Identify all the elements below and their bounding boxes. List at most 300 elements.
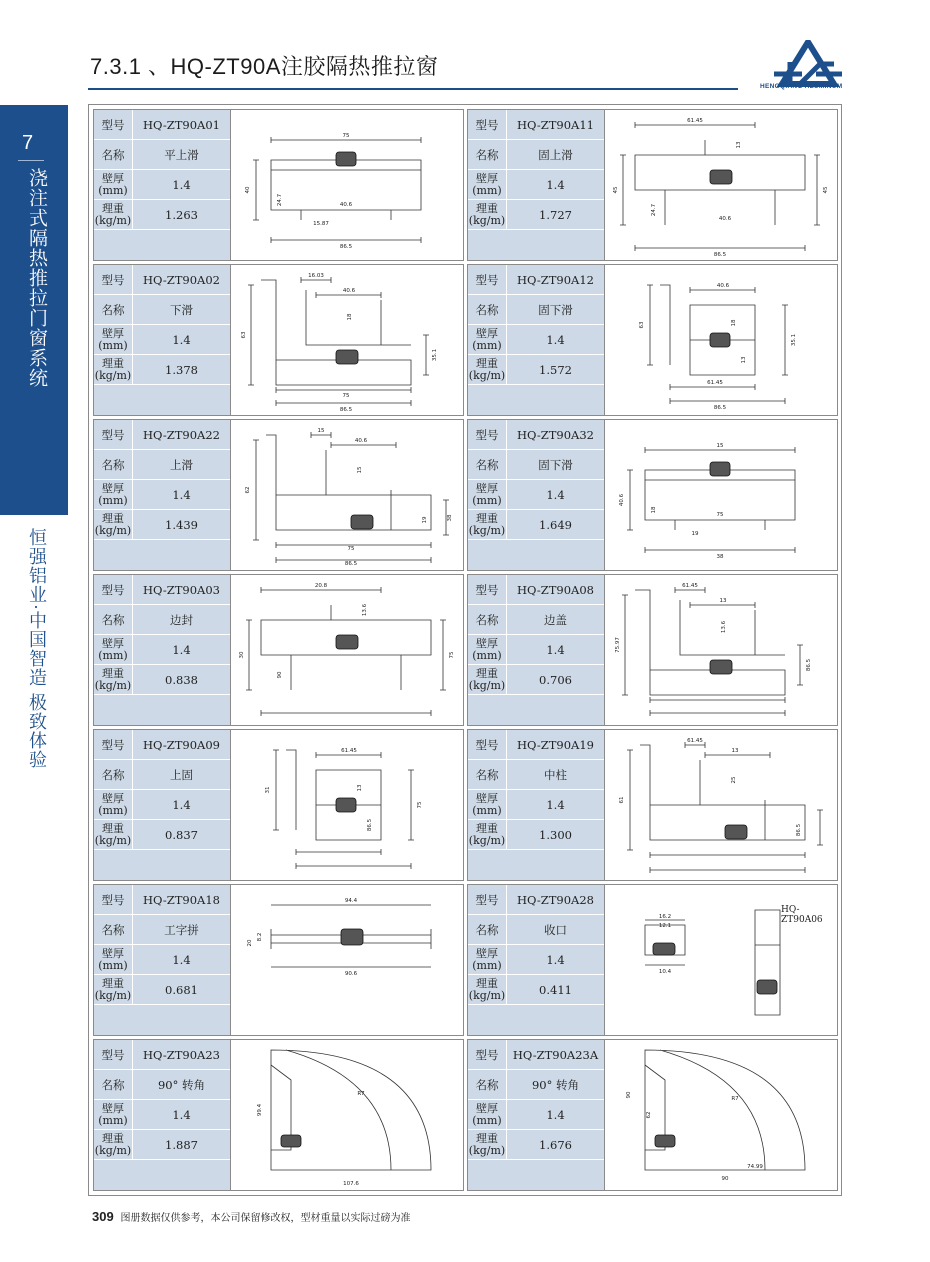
profile-card (467, 419, 838, 571)
profile-section-drawing (253, 137, 421, 243)
profile-drawing-panel (604, 1040, 837, 1190)
weight-row-label: 理重 (kg/m) (94, 822, 132, 847)
name-row-value: 中柱 (506, 760, 604, 790)
weight-row (94, 665, 230, 695)
model-row-value: HQ-ZT90A02 (132, 265, 230, 295)
weight-row-label: 理重 (kg/m) (94, 202, 132, 227)
thickness-row-label: 壁厚 (mm) (98, 947, 128, 972)
thermal-break-icon (710, 660, 732, 674)
profile-card (467, 574, 838, 726)
model-row (94, 885, 230, 915)
dim-label: 13.6 (721, 620, 727, 634)
thermal-break-icon (351, 515, 373, 529)
name-row (94, 295, 230, 325)
weight-row-value: 1.378 (132, 355, 230, 385)
model-row (468, 885, 604, 915)
dim-label: 19 (422, 516, 428, 524)
name-row-label: 名称 (101, 1078, 125, 1092)
name-row-label: 名称 (101, 768, 125, 782)
profile-drawing-panel (230, 575, 463, 725)
dim-label: 90.6 (344, 971, 358, 977)
weight-row-label: 理重 (kg/m) (468, 977, 506, 1002)
page-footer (92, 1209, 410, 1224)
page-number: 309 (92, 1209, 114, 1224)
dim-label: 90 (277, 671, 283, 679)
thickness-row-value: 1.4 (132, 945, 230, 975)
profile-section-drawing (647, 285, 788, 404)
profile-spec-table (468, 420, 604, 570)
profile-section-drawing (627, 742, 823, 873)
dim-label: 74.99 (747, 1164, 763, 1170)
thickness-row (94, 1100, 230, 1130)
thickness-row-label: 壁厚 (mm) (472, 947, 502, 972)
model-row-label: 型号 (475, 893, 499, 907)
chapter-title: 浇注式隔热推拉门窗系统 (26, 168, 47, 388)
weight-row (468, 1130, 604, 1160)
thermal-break-icon (710, 333, 730, 347)
weight-row (468, 665, 604, 695)
dim-label: 75 (342, 133, 350, 139)
model-row (94, 110, 230, 140)
weight-row (94, 1130, 230, 1160)
dim-label: 40.6 (718, 216, 732, 222)
thickness-row-value: 1.4 (132, 635, 230, 665)
weight-row (468, 510, 604, 540)
dim-label: 38 (716, 554, 724, 560)
name-row-value: 边封 (132, 605, 230, 635)
chapter-divider (18, 160, 44, 161)
thickness-row-value: 1.4 (132, 1100, 230, 1130)
dim-label: 19 (691, 531, 699, 537)
profile-cross-section (605, 420, 838, 570)
name-row (94, 915, 230, 945)
weight-row (94, 820, 230, 850)
model-row (94, 730, 230, 760)
model-row-label: 型号 (101, 893, 125, 907)
dim-label: 25 (731, 776, 737, 784)
weight-row-label: 理重 (kg/m) (468, 512, 506, 537)
title-rule (88, 88, 738, 90)
dim-label: 45 (613, 186, 619, 194)
dim-label: R7 (357, 1091, 365, 1097)
profile-section-drawing (622, 587, 803, 716)
thickness-row (94, 170, 230, 200)
profile-spec-table (468, 885, 604, 1035)
name-row-label: 名称 (475, 1078, 499, 1092)
model-row-label: 型号 (475, 738, 499, 752)
profile-drawing-panel (230, 1040, 463, 1190)
profile-cross-section (231, 575, 464, 725)
profile-cross-section (231, 885, 464, 1035)
dim-label: 107.6 (343, 1181, 359, 1187)
thermal-break-icon (757, 980, 777, 994)
model-row-value: HQ-ZT90A01 (132, 110, 230, 140)
name-row-label: 名称 (101, 303, 125, 317)
profile-spec-table (468, 1040, 604, 1190)
thickness-row-label: 壁厚 (mm) (472, 792, 502, 817)
dim-label: 75 (716, 512, 724, 518)
profile-cross-section (605, 265, 838, 415)
thickness-row-value: 1.4 (132, 480, 230, 510)
dim-label: 16.03 (308, 273, 324, 279)
weight-row (94, 510, 230, 540)
thickness-row-value: 1.4 (132, 790, 230, 820)
thickness-row-value: 1.4 (506, 945, 604, 975)
model-row-value: HQ-ZT90A09 (132, 730, 230, 760)
model-row-value: HQ-ZT90A22 (132, 420, 230, 450)
dim-label: 75 (417, 801, 423, 809)
profile-drawing-panel (604, 420, 837, 570)
model-row (468, 420, 604, 450)
dim-label: 94.4 (344, 898, 358, 904)
weight-row (468, 200, 604, 230)
thermal-break-icon (336, 350, 358, 364)
name-row-label: 名称 (101, 613, 125, 627)
dim-label: 90 (626, 1091, 632, 1099)
dim-label: 24.7 (651, 203, 657, 217)
name-row-value: 上固 (132, 760, 230, 790)
weight-row-value: 1.300 (506, 820, 604, 850)
dim-label: 18 (347, 313, 353, 321)
profile-card (93, 1039, 464, 1191)
model-row (94, 1040, 230, 1070)
weight-row-label: 理重 (kg/m) (94, 357, 132, 382)
profile-section-drawing (246, 587, 446, 716)
name-row-label: 名称 (101, 148, 125, 162)
dim-label: 86.5 (713, 252, 727, 258)
model-row-label: 型号 (101, 1048, 125, 1062)
thickness-row-label: 壁厚 (mm) (98, 172, 128, 197)
weight-row-label: 理重 (kg/m) (468, 1132, 506, 1157)
name-row (94, 1070, 230, 1100)
weight-row-value: 1.649 (506, 510, 604, 540)
dim-label: 75 (449, 651, 455, 659)
dim-label: 20.8 (314, 583, 328, 589)
profile-spec-table (94, 575, 230, 725)
thickness-row (94, 325, 230, 355)
dim-label: R7 (731, 1096, 739, 1102)
thermal-break-icon (653, 943, 675, 955)
profile-spec-table (468, 575, 604, 725)
profile-cross-section (605, 575, 838, 725)
weight-row-label: 理重 (kg/m) (94, 667, 132, 692)
name-row (468, 915, 604, 945)
name-row-label: 名称 (101, 923, 125, 937)
dim-label: 40 (245, 186, 251, 194)
dim-label: 45 (823, 186, 829, 194)
dim-label: 35.1 (791, 333, 797, 347)
dim-label: 38 (447, 514, 453, 522)
model-row-label: 型号 (101, 428, 125, 442)
name-row-value: 固下滑 (506, 450, 604, 480)
dim-label: 20 (247, 939, 253, 947)
profile-cross-section (605, 1040, 838, 1190)
thermal-break-icon (725, 825, 747, 839)
name-row (468, 1070, 604, 1100)
weight-row-label: 理重 (kg/m) (94, 512, 132, 537)
thickness-row (468, 790, 604, 820)
dim-label: 75.97 (615, 637, 621, 653)
weight-row-label: 理重 (kg/m) (468, 357, 506, 382)
weight-row-value: 0.681 (132, 975, 230, 1005)
dim-label: 40.6 (339, 202, 353, 208)
model-row-value: HQ-ZT90A12 (506, 265, 604, 295)
dim-label: 15 (716, 443, 724, 449)
profile-section-drawing (271, 905, 431, 967)
model-row-value: HQ-ZT90A03 (132, 575, 230, 605)
model-row-value: HQ-ZT90A11 (506, 110, 604, 140)
thickness-row-value: 1.4 (506, 635, 604, 665)
dim-label: 35.1 (432, 348, 438, 362)
profile-drawing-panel (230, 885, 463, 1035)
thickness-row-label: 壁厚 (mm) (472, 327, 502, 352)
profile-card (93, 264, 464, 416)
profile-cross-section (231, 420, 464, 570)
dim-label: 61.45 (341, 748, 357, 754)
profile-spec-table (94, 730, 230, 880)
thickness-row-label: 壁厚 (mm) (98, 792, 128, 817)
dim-label: 15.87 (313, 221, 329, 227)
name-row (94, 450, 230, 480)
dim-label: 63 (639, 321, 645, 329)
thermal-break-icon (336, 152, 356, 166)
model-row-label: 型号 (101, 118, 125, 132)
model-row (468, 575, 604, 605)
profile-card (93, 884, 464, 1036)
name-row-label: 名称 (101, 458, 125, 472)
weight-row-value: 1.572 (506, 355, 604, 385)
thickness-row-value: 1.4 (132, 325, 230, 355)
weight-row (94, 200, 230, 230)
name-row (468, 605, 604, 635)
name-row (94, 140, 230, 170)
profile-drawing-panel (230, 420, 463, 570)
thermal-break-icon (336, 635, 358, 649)
dim-label: 61.45 (707, 380, 723, 386)
profile-cross-section (231, 110, 464, 260)
profile-card (467, 264, 838, 416)
model-row-value: HQ-ZT90A28 (506, 885, 604, 915)
brand-slogan: 恒强铝业·中国智造 极致体验 (27, 528, 47, 769)
name-row-value: 边盖 (506, 605, 604, 635)
model-row (94, 265, 230, 295)
dim-label: 18 (651, 506, 657, 514)
model-row-label: 型号 (101, 583, 125, 597)
profile-section-drawing (248, 277, 429, 406)
profile-section-drawing (271, 1050, 431, 1170)
thickness-row-value: 1.4 (506, 170, 604, 200)
profile-spec-table (468, 730, 604, 880)
name-row (468, 295, 604, 325)
thickness-row (468, 325, 604, 355)
weight-row-value: 0.411 (506, 975, 604, 1005)
model-row-value: HQ-ZT90A23A (506, 1040, 604, 1070)
dim-label: 31 (265, 786, 271, 794)
model-row-label: 型号 (475, 428, 499, 442)
profile-spec-table (94, 1040, 230, 1190)
profile-section-drawing (627, 447, 795, 553)
thickness-row (468, 1100, 604, 1130)
model-row (94, 575, 230, 605)
thickness-row (94, 635, 230, 665)
weight-row-value: 1.887 (132, 1130, 230, 1160)
thickness-row (468, 635, 604, 665)
weight-row-label: 理重 (kg/m) (94, 1132, 132, 1157)
name-row-value: 固上滑 (506, 140, 604, 170)
weight-row (468, 355, 604, 385)
dim-label: 63 (241, 331, 247, 339)
weight-row-label: 理重 (kg/m) (468, 202, 506, 227)
profile-card (467, 1039, 838, 1191)
profile-spec-table (94, 885, 230, 1035)
dim-label: 75 (347, 546, 355, 552)
dim-label: 15 (357, 466, 363, 474)
name-row-label: 名称 (475, 768, 499, 782)
dim-label: 30 (239, 651, 245, 659)
weight-row-label: 理重 (kg/m) (468, 667, 506, 692)
dim-label: 15 (317, 428, 325, 434)
model-row-value: HQ-ZT90A08 (506, 575, 604, 605)
name-row-label: 名称 (475, 303, 499, 317)
name-row-value: 工字拼 (132, 915, 230, 945)
name-row (94, 760, 230, 790)
name-row (468, 450, 604, 480)
thickness-row (468, 945, 604, 975)
weight-row-value: 1.727 (506, 200, 604, 230)
profile-drawing-panel (230, 730, 463, 880)
profile-cross-section (231, 730, 464, 880)
profile-drawing-panel (604, 110, 837, 260)
profile-drawing-panel (604, 265, 837, 415)
thermal-break-icon (336, 798, 356, 812)
profile-drawing-panel (604, 575, 837, 725)
profile-section-drawing (645, 1050, 805, 1170)
model-row (94, 420, 230, 450)
model-row-value: HQ-ZT90A32 (506, 420, 604, 450)
dim-label: 61.45 (687, 738, 703, 744)
dim-label: 62 (646, 1111, 652, 1119)
dim-label: 13 (719, 598, 727, 604)
dim-label: 13.6 (362, 603, 368, 617)
name-row-value: 收口 (506, 915, 604, 945)
dim-label: 99.4 (257, 1103, 263, 1117)
chapter-number: 7 (22, 132, 34, 154)
thickness-row (94, 790, 230, 820)
dim-label: 13 (736, 141, 742, 149)
dim-label: 86.5 (339, 244, 353, 250)
weight-row-value: 0.837 (132, 820, 230, 850)
thickness-row-label: 壁厚 (mm) (98, 482, 128, 507)
model-row-value: HQ-ZT90A19 (506, 730, 604, 760)
thickness-row (468, 170, 604, 200)
thickness-row-value: 1.4 (506, 1100, 604, 1130)
dim-label: 61 (619, 796, 625, 804)
weight-row-label: 理重 (kg/m) (94, 977, 132, 1002)
thickness-row-label: 壁厚 (mm) (472, 637, 502, 662)
profile-spec-table (94, 110, 230, 260)
profile-drawing-panel (604, 730, 837, 880)
weight-row-value: 1.439 (132, 510, 230, 540)
brand-name: HENGQIANG ALUMINUM (760, 83, 843, 90)
name-row-label: 名称 (475, 613, 499, 627)
footer-disclaimer: 图册数据仅供参考，本公司保留修改权，型材重量以实际过磅为准 (120, 1213, 411, 1224)
profile-card (93, 729, 464, 881)
profile-drawing-panel (230, 265, 463, 415)
thickness-row-value: 1.4 (132, 170, 230, 200)
dim-label: 13 (357, 784, 363, 792)
dim-label: 40.6 (716, 283, 730, 289)
model-row-label: 型号 (475, 583, 499, 597)
dim-label: 24.7 (277, 193, 283, 207)
model-row-value: HQ-ZT90A23 (132, 1040, 230, 1070)
thickness-row-value: 1.4 (506, 325, 604, 355)
model-row (468, 110, 604, 140)
name-row-value: 平上滑 (132, 140, 230, 170)
model-row-label: 型号 (101, 273, 125, 287)
profile-spec-table (468, 110, 604, 260)
name-row-label: 名称 (475, 458, 499, 472)
dim-label: 10.4 (658, 969, 672, 975)
name-row (468, 140, 604, 170)
profile-card (93, 109, 464, 261)
dim-label: 61.45 (687, 118, 703, 124)
weight-row-value: 1.676 (506, 1130, 604, 1160)
weight-row (468, 975, 604, 1005)
profile-card (93, 419, 464, 571)
thickness-row-value: 1.4 (506, 480, 604, 510)
dim-label: 86.5 (339, 407, 353, 413)
name-row-label: 名称 (475, 923, 499, 937)
dim-label: 40.6 (354, 438, 368, 444)
thermal-break-icon (281, 1135, 301, 1147)
dim-label: 13 (731, 748, 739, 754)
weight-row-value: 0.838 (132, 665, 230, 695)
dim-label: 61.45 (682, 583, 698, 589)
dim-label: 86.5 (806, 658, 812, 672)
profile-card (467, 884, 838, 1036)
dim-label: 40.6 (342, 288, 356, 294)
model-row (468, 730, 604, 760)
profile-section-drawing (273, 750, 414, 869)
dim-label: 16.2 (658, 914, 672, 920)
thickness-row-label: 壁厚 (mm) (98, 1102, 128, 1127)
weight-row-value: 0.706 (506, 665, 604, 695)
profile-cross-section (605, 110, 838, 260)
profile-drawing-panel (604, 885, 837, 1035)
profile-cross-section (231, 265, 464, 415)
model-row (468, 1040, 604, 1070)
thickness-row (94, 945, 230, 975)
model-row (468, 265, 604, 295)
dim-label: 13 (741, 356, 747, 364)
name-row-label: 名称 (475, 148, 499, 162)
profile-spec-table (94, 420, 230, 570)
profile-card (93, 574, 464, 726)
thickness-row-label: 壁厚 (mm) (98, 637, 128, 662)
weight-row (94, 355, 230, 385)
thickness-row-label: 壁厚 (mm) (98, 327, 128, 352)
dim-label: 86.5 (344, 561, 358, 567)
name-row (468, 760, 604, 790)
thickness-row-label: 壁厚 (mm) (472, 482, 502, 507)
profile-spec-table (468, 265, 604, 415)
model-row-value: HQ-ZT90A18 (132, 885, 230, 915)
profile-card (467, 729, 838, 881)
related-profile-label: HQ-ZT90A06 (781, 905, 823, 925)
thermal-break-icon (710, 462, 730, 476)
dim-label: 12.1 (658, 923, 672, 929)
dim-label: 75 (342, 393, 350, 399)
